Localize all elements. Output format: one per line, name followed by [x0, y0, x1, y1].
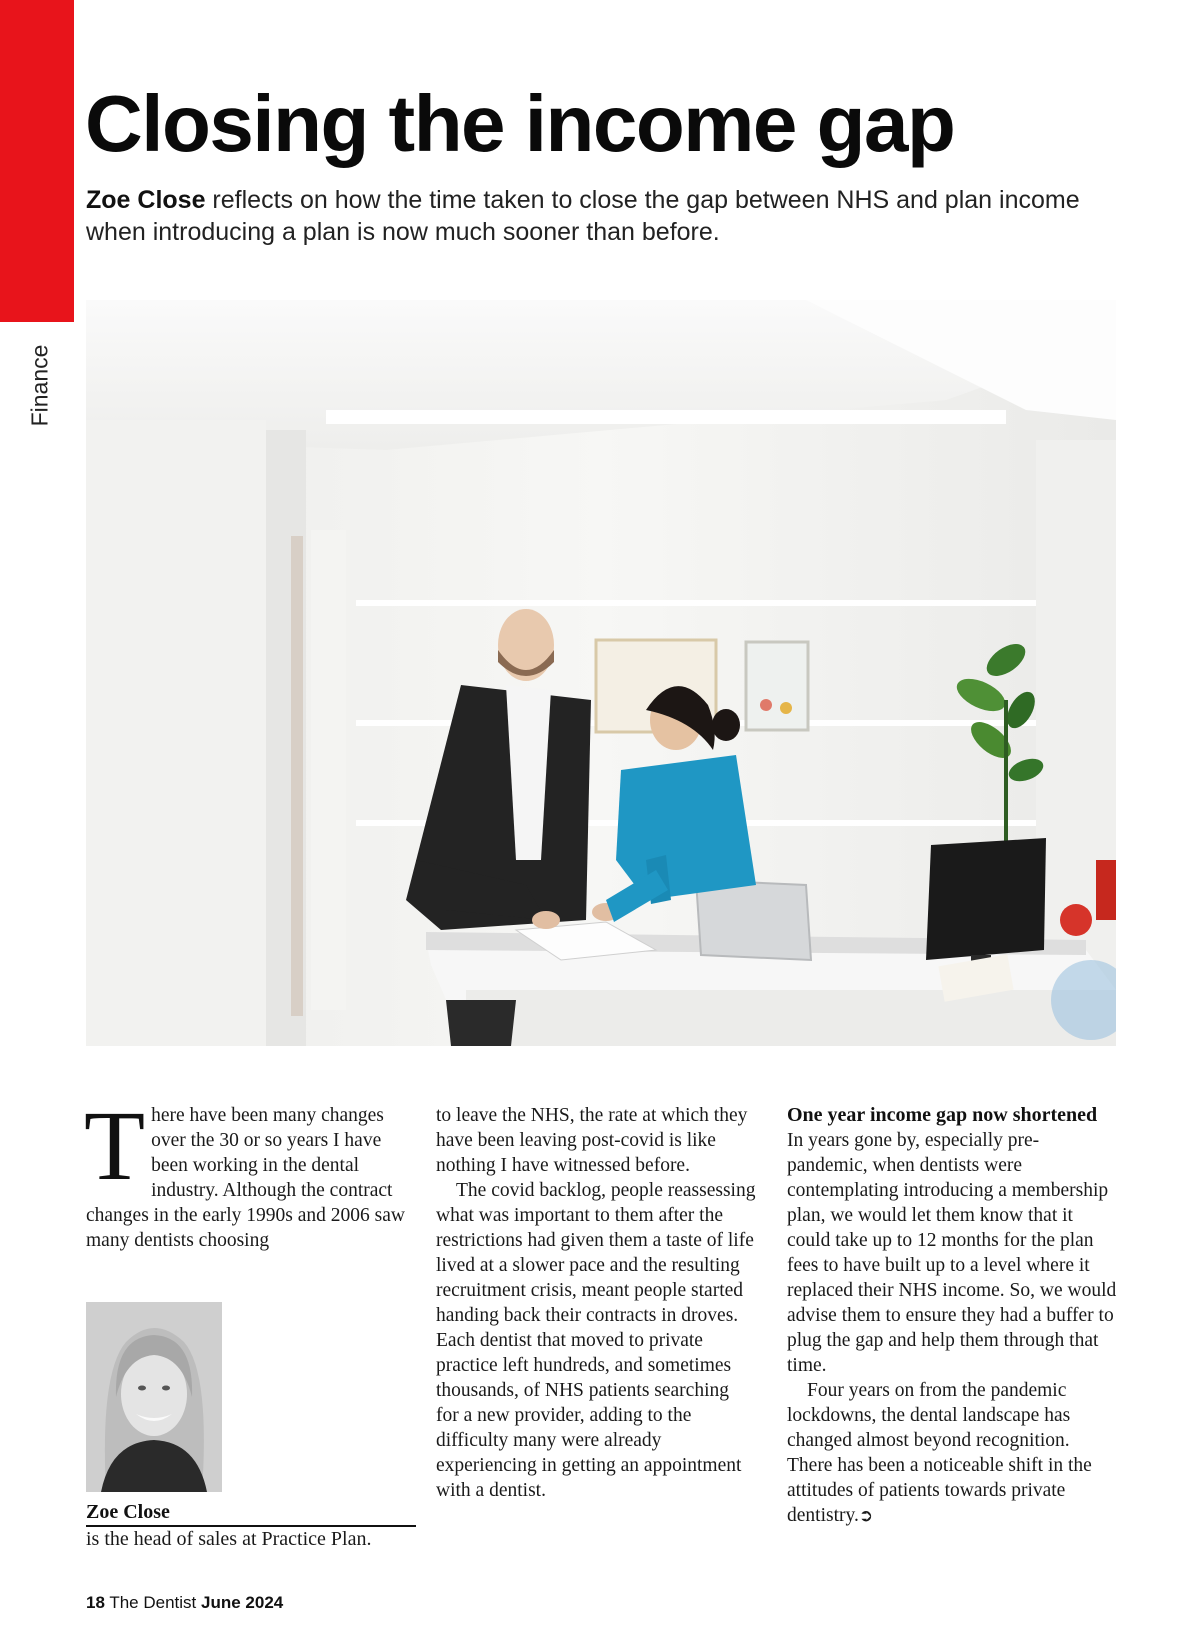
article-column-3 [787, 1103, 1117, 1529]
standfirst-text: reflects on how the time taken to close the gap between NHS and plan income when introducing a plan is now much sooner than before. [86, 186, 1080, 246]
subheading: One year income gap now shortened [787, 1104, 1098, 1126]
drop-cap: T [84, 1090, 146, 1201]
column2-paragraph-2: The covid backlog, people reassessing what was important to them after the restrictions had given them a taste of life lived at a slower pace and the resulting recruitment crisis, meant people started handing back their contracts in droves. Each dentist that moved to private practice left hundreds, and sometimes thousands, of NHS patients searching for a new provider, adding to the difficulty many were already experiencing in getting an appointment with a dentist. [436, 1180, 756, 1501]
column2-paragraph-1: to leave the NHS, the rate at which they have been leaving post-covid is like nothing I have witnessed before. [436, 1105, 748, 1176]
continue-arrow-icon: ➲ [858, 1506, 874, 1526]
intro-paragraph [84, 1090, 416, 1253]
standfirst-author: Zoe Close [86, 186, 206, 214]
section-label-text: Finance [26, 344, 53, 426]
section-color-bar [0, 0, 74, 322]
section-label [20, 340, 60, 430]
column3-paragraph-2 [787, 1378, 1117, 1529]
dentist-reception-photo [86, 300, 1116, 1046]
column3-paragraph-2-text: Four years on from the pandemic lockdowns, the dental landscape has changed almost beyond recognition. There has been a noticeable shift in the attitudes of patients towards private dentistry. [787, 1380, 1092, 1526]
page-number: 18 [86, 1593, 105, 1612]
page-footer [86, 1593, 283, 1613]
issue-date: June 2024 [201, 1593, 284, 1612]
column3-paragraph-1: In years gone by, especially pre-pandemic, when dentists were contemplating introducing a membership plan, we would let them know that it could take up to 12 months for the plan fees to have built up to a level where it replaced their NHS income. So, we would advise them to ensure they had a buffer to plug the gap and help them through that time. [787, 1130, 1117, 1376]
author-portrait [86, 1302, 222, 1492]
article-column-2 [436, 1103, 756, 1503]
author-role: is the head of sales at Practice Plan. [86, 1528, 372, 1550]
magazine-name: The Dentist [109, 1593, 197, 1612]
headline: Closing the income gap [85, 79, 955, 168]
intro-paragraph-text: here have been many changes over the 30 or so years I have been working in the dental industry. Although the contract changes in the early 1990s and 2006 saw many dentists choosing [86, 1105, 405, 1251]
author-name: Zoe Close [86, 1500, 416, 1527]
author-byline [86, 1500, 416, 1551]
article-column-1 [84, 1090, 416, 1253]
standfirst [86, 184, 1086, 248]
